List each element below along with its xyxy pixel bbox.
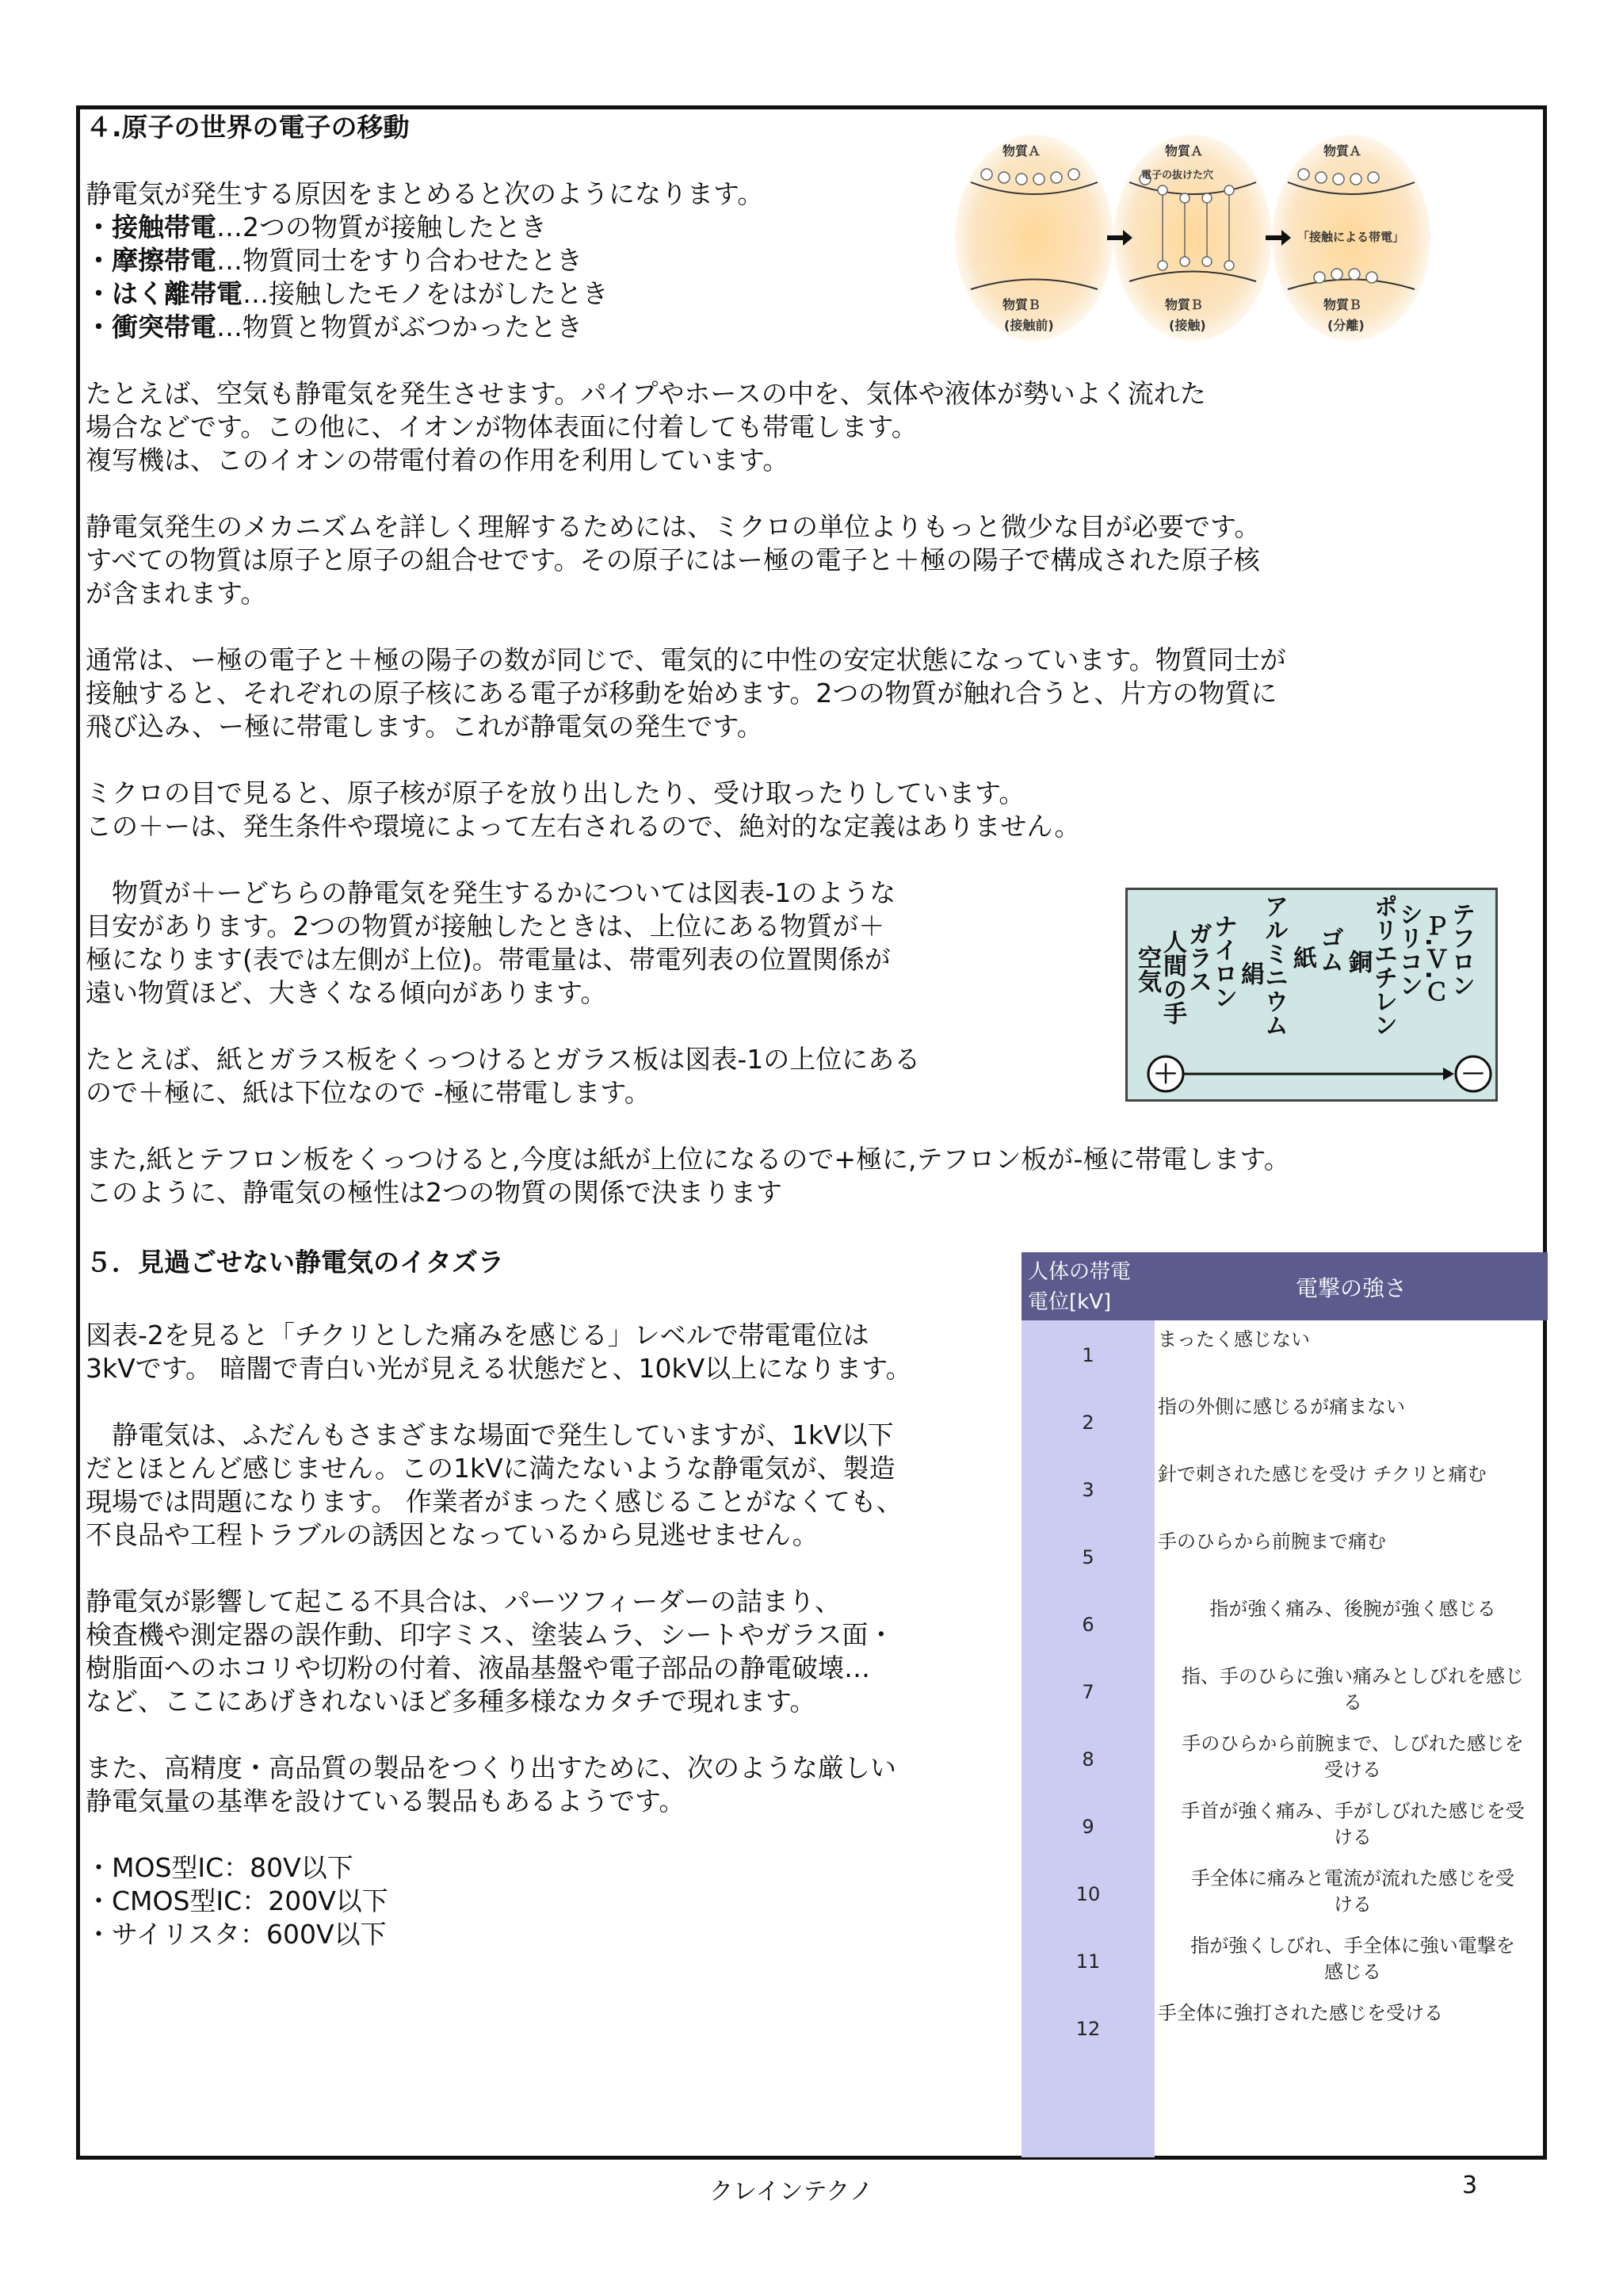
shock-desc-line: 指が強くしびれ、手全体に強い電撃を (1190, 1935, 1515, 1957)
cause-term: ・衝突帯電 (86, 311, 216, 342)
shock-desc-line: 手全体に強打された感じを受ける (1158, 2002, 1443, 2024)
cause-desc: …2つの物質が接触したとき (216, 212, 547, 243)
cause-term: ・摩擦帯電 (86, 245, 216, 276)
paragraph-line: だとほとんど感じません。この1kVに満たないような静電気が、製造 (86, 1453, 896, 1484)
shock-desc-line: 針で刺された感じを受け チクリと痛む (1158, 1463, 1487, 1485)
paragraph-line: また、高精度・高品質の製品をつくり出すために、次のような厳しい (86, 1752, 896, 1783)
section-5-heading: ５．見過ごせない静電気のイタズラ (86, 1247, 504, 1278)
paragraph-line: 検査機や測定器の誤作動、印字ミス、塗装ムラ、シートやガラス面・ (86, 1619, 895, 1650)
table-voltage-cell: 3 (1082, 1479, 1094, 1501)
header-shock: 電撃の強さ (1295, 1275, 1407, 1301)
paragraph-line: 不良品や工程トラブルの誘因となっているから見逃せません。 (86, 1519, 819, 1550)
shock-desc-line: 指、手のひらに強い痛みとしびれを感じ (1182, 1665, 1524, 1687)
minus-icon: － (1460, 1059, 1486, 1089)
paragraph-line: 静電気が影響して起こる不具合は、パーツフィーダーの詰まり、 (86, 1586, 842, 1617)
table-voltage-cell: 5 (1082, 1546, 1094, 1568)
shock-desc-line: 受ける (1324, 1759, 1381, 1781)
paragraph-line: 静電気量の基準を設けている製品もあるようです。 (86, 1786, 685, 1817)
paragraph-line: 3kVです。 暗闇で青白い光が見える状態だと、10kV以上になります。 (86, 1353, 912, 1384)
shock-desc-line: 手全体に痛みと電流が流れた感じを受 (1191, 1867, 1514, 1889)
header-voltage-line: 電位[kV] (1028, 1290, 1112, 1314)
shock-desc-line: 手のひらから前腕まで痛む (1158, 1530, 1386, 1553)
table-shock-cell (1158, 1664, 1548, 1716)
paragraph-line: 複写機は、このイオンの帯電付着の作用を利用しています。 (86, 445, 789, 476)
header-voltage (1028, 1257, 1131, 1317)
stage-label: (分離) (1327, 318, 1365, 333)
cause-desc: …接触したモノをはがしたとき (242, 278, 609, 309)
substance-a-label: 物質Ａ (1002, 143, 1041, 159)
table-shock-cell (1158, 1596, 1548, 1622)
paragraph-line: 極になります(表では左側が上位)。帯電量は、帯電列表の位置関係が (86, 944, 891, 975)
paragraph-line: 静電気は、ふだんもさまざまな場面で発生していますが、1kV以下 (86, 1419, 894, 1450)
paragraph-line: 樹脂面へのホコリや切粉の付着、液晶基盤や電子部品の静電破壊… (86, 1652, 870, 1683)
material-label: ガラス (1184, 922, 1212, 993)
table-voltage-cell: 9 (1082, 1816, 1094, 1838)
shock-desc-line: ける (1334, 1826, 1372, 1848)
paragraph-line: 目安があります。2つの物質が接触したときは、上位にある物質が＋ (86, 911, 885, 942)
stage-label: (接触前) (1004, 318, 1054, 333)
table-shock-cell (1158, 2000, 1548, 2027)
paragraph-line: 図表-2を見ると「チクリとした痛みを感じる」レベルで帯電電位は (86, 1320, 869, 1350)
paragraph-line: 通常は、ー極の電子と＋極の陽子の数が同じで、電気的に中性の安定状態になっています。物質同士が (86, 644, 1286, 675)
shock-desc-line: る (1343, 1691, 1362, 1713)
paragraph-line: が含まれます。 (86, 578, 267, 609)
substance-b-label: 物質Ｂ (1002, 297, 1041, 312)
table-shock-cell (1158, 1394, 1548, 1420)
footer-brand: クレインテクノ (709, 2178, 873, 2206)
paragraph-line: たとえば、空気も静電気を発生させます。パイプやホースの中を、気体や液体が勢いよく流れた (86, 378, 1206, 409)
paragraph-line: また,紙とテフロン板をくっつけると,今度は紙が上位になるので+極に,テフロン板が-極に帯電します。 (86, 1144, 1290, 1175)
substance-b-label: 物質Ｂ (1323, 297, 1362, 312)
paragraph-line: ので＋極に、紙は下位なので -極に帯電します。 (86, 1077, 651, 1108)
table-shock-cell (1158, 1327, 1548, 1353)
shock-desc-line: 手のひらから前腕まで、しびれた感じを (1182, 1733, 1524, 1755)
material-label: ゴム (1316, 926, 1343, 973)
cause-item (86, 277, 609, 311)
paragraph-line: 現場では問題になります。 作業者がまったく感じることがなくても、 (86, 1486, 903, 1517)
table-shock-cell (1158, 1529, 1548, 1555)
standard-item: ・MOS型IC：80V以下 (86, 1852, 353, 1883)
table-voltage-cell: 10 (1075, 1883, 1101, 1905)
cause-item (86, 211, 547, 244)
table-voltage-cell: 2 (1082, 1412, 1094, 1434)
material-label: ポリエチレン (1369, 894, 1397, 1037)
shock-desc-line: 指の外側に感じるが痛まない (1158, 1396, 1405, 1418)
causes-intro: 静電気が発生する原因をまとめると次のようになります。 (86, 178, 764, 209)
paragraph-line: 接触すると、それぞれの原子核にある電子が移動を始めます。2つの物質が触れ合うと、片方の物質に (86, 678, 1277, 709)
section-4-heading: ４.原子の世界の電子の移動 (86, 112, 410, 143)
paragraph-line: 物質が＋ーどちらの静電気を発生するかについては図表-1のような (86, 877, 896, 908)
material-label: 絹 (1236, 961, 1264, 985)
table-voltage-cell: 1 (1082, 1344, 1094, 1366)
shock-desc-line: 感じる (1324, 1961, 1381, 1983)
shock-desc-line: まったく感じない (1158, 1328, 1310, 1350)
cause-item (86, 244, 582, 277)
paragraph-line: ミクロの目で見ると、原子核が原子を放り出したり、受け取ったりしています。 (86, 777, 1025, 808)
paragraph-line: 遠い物質ほど、大きくなる傾向があります。 (86, 977, 607, 1008)
substance-a-label: 物質Ａ (1323, 143, 1362, 159)
material-label: ナイロン (1209, 914, 1237, 1009)
cause-item (86, 311, 582, 344)
substance-b-label: 物質Ｂ (1165, 297, 1204, 312)
paragraph-line: 静電気発生のメカニズムを詳しく理解するためには、ミクロの単位よりもっと微少な目が必要です。 (86, 511, 1261, 542)
contact-charging-illustration (955, 127, 1430, 349)
material-label: 空気 (1133, 946, 1161, 993)
table-voltage-cell: 8 (1082, 1748, 1094, 1771)
electron-hole-label: 電子の抜けた穴 (1141, 170, 1214, 181)
cause-desc: …物質同士をすり合わせたとき (216, 245, 582, 276)
material-label: テフロン (1447, 902, 1475, 997)
page-number: 3 (1462, 2172, 1478, 2199)
table-voltage-cell: 12 (1075, 2018, 1101, 2040)
paragraph-line: 飛び込み、ー極に帯電します。これが静電気の発生です。 (86, 711, 763, 742)
material-label: Ｐ.Ｖ.Ｃ (1420, 914, 1448, 1003)
paragraph-line: すべての物質は原子と原子の組合せです。その原子にはー極の電子と＋極の陽子で構成された原子核 (86, 544, 1260, 575)
material-label: 人間の手 (1159, 930, 1186, 1025)
cause-term: ・はく離帯電 (86, 278, 242, 309)
substance-a-label: 物質Ａ (1165, 143, 1204, 159)
table-voltage-cell: 7 (1082, 1681, 1094, 1703)
cause-term: ・接触帯電 (86, 212, 216, 243)
standard-item: ・サイリスタ：600V以下 (86, 1919, 387, 1950)
shock-desc-line: 手首が強く痛み、手がしびれた感じを受 (1181, 1800, 1525, 1822)
paragraph-line: このように、静電気の極性は2つの物質の関係で決まります (86, 1177, 782, 1208)
table-voltage-cell: 6 (1082, 1614, 1094, 1636)
table-shock-cell (1158, 1798, 1548, 1851)
table-shock-cell (1158, 1933, 1548, 1985)
material-label: シリコン (1395, 902, 1423, 997)
triboelectric-series-figure (1125, 888, 1498, 1102)
material-label: 銅 (1344, 949, 1372, 973)
paragraph-line: など、ここにあげきれないほど多種多様なカタチで現れます。 (86, 1686, 816, 1717)
table-shock-cell (1158, 1461, 1548, 1488)
table-shock-cell (1158, 1731, 1548, 1783)
paragraph-line: たとえば、紙とガラス板をくっつけるとガラス板は図表-1の上位にある (86, 1044, 921, 1075)
material-label: アルミニウム (1260, 894, 1288, 1037)
paragraph-line: この＋ーは、発生条件や環境によって左右されるので、絶対的な定義はありません。 (86, 811, 1081, 842)
shock-desc-line: 指が強く痛み、後腕が強く感じる (1209, 1598, 1496, 1620)
cause-desc: …物質と物質がぶつかったとき (216, 311, 582, 342)
table-voltage-cell: 11 (1075, 1950, 1101, 1973)
stage-label: (接触) (1169, 318, 1206, 333)
table-shock-cell (1158, 1866, 1548, 1918)
paragraph-line: 場合などです。この他に、イオンが物体表面に付着しても帯電します。 (86, 411, 918, 442)
header-voltage-line: 人体の帯電 (1028, 1260, 1132, 1284)
material-label: 紙 (1289, 946, 1316, 969)
contact-charging-label: 「接触による帯電」 (1297, 230, 1405, 244)
plus-icon: ＋ (1152, 1059, 1178, 1089)
standard-item: ・CMOS型IC：200V以下 (86, 1885, 388, 1916)
shock-desc-line: ける (1334, 1893, 1372, 1916)
